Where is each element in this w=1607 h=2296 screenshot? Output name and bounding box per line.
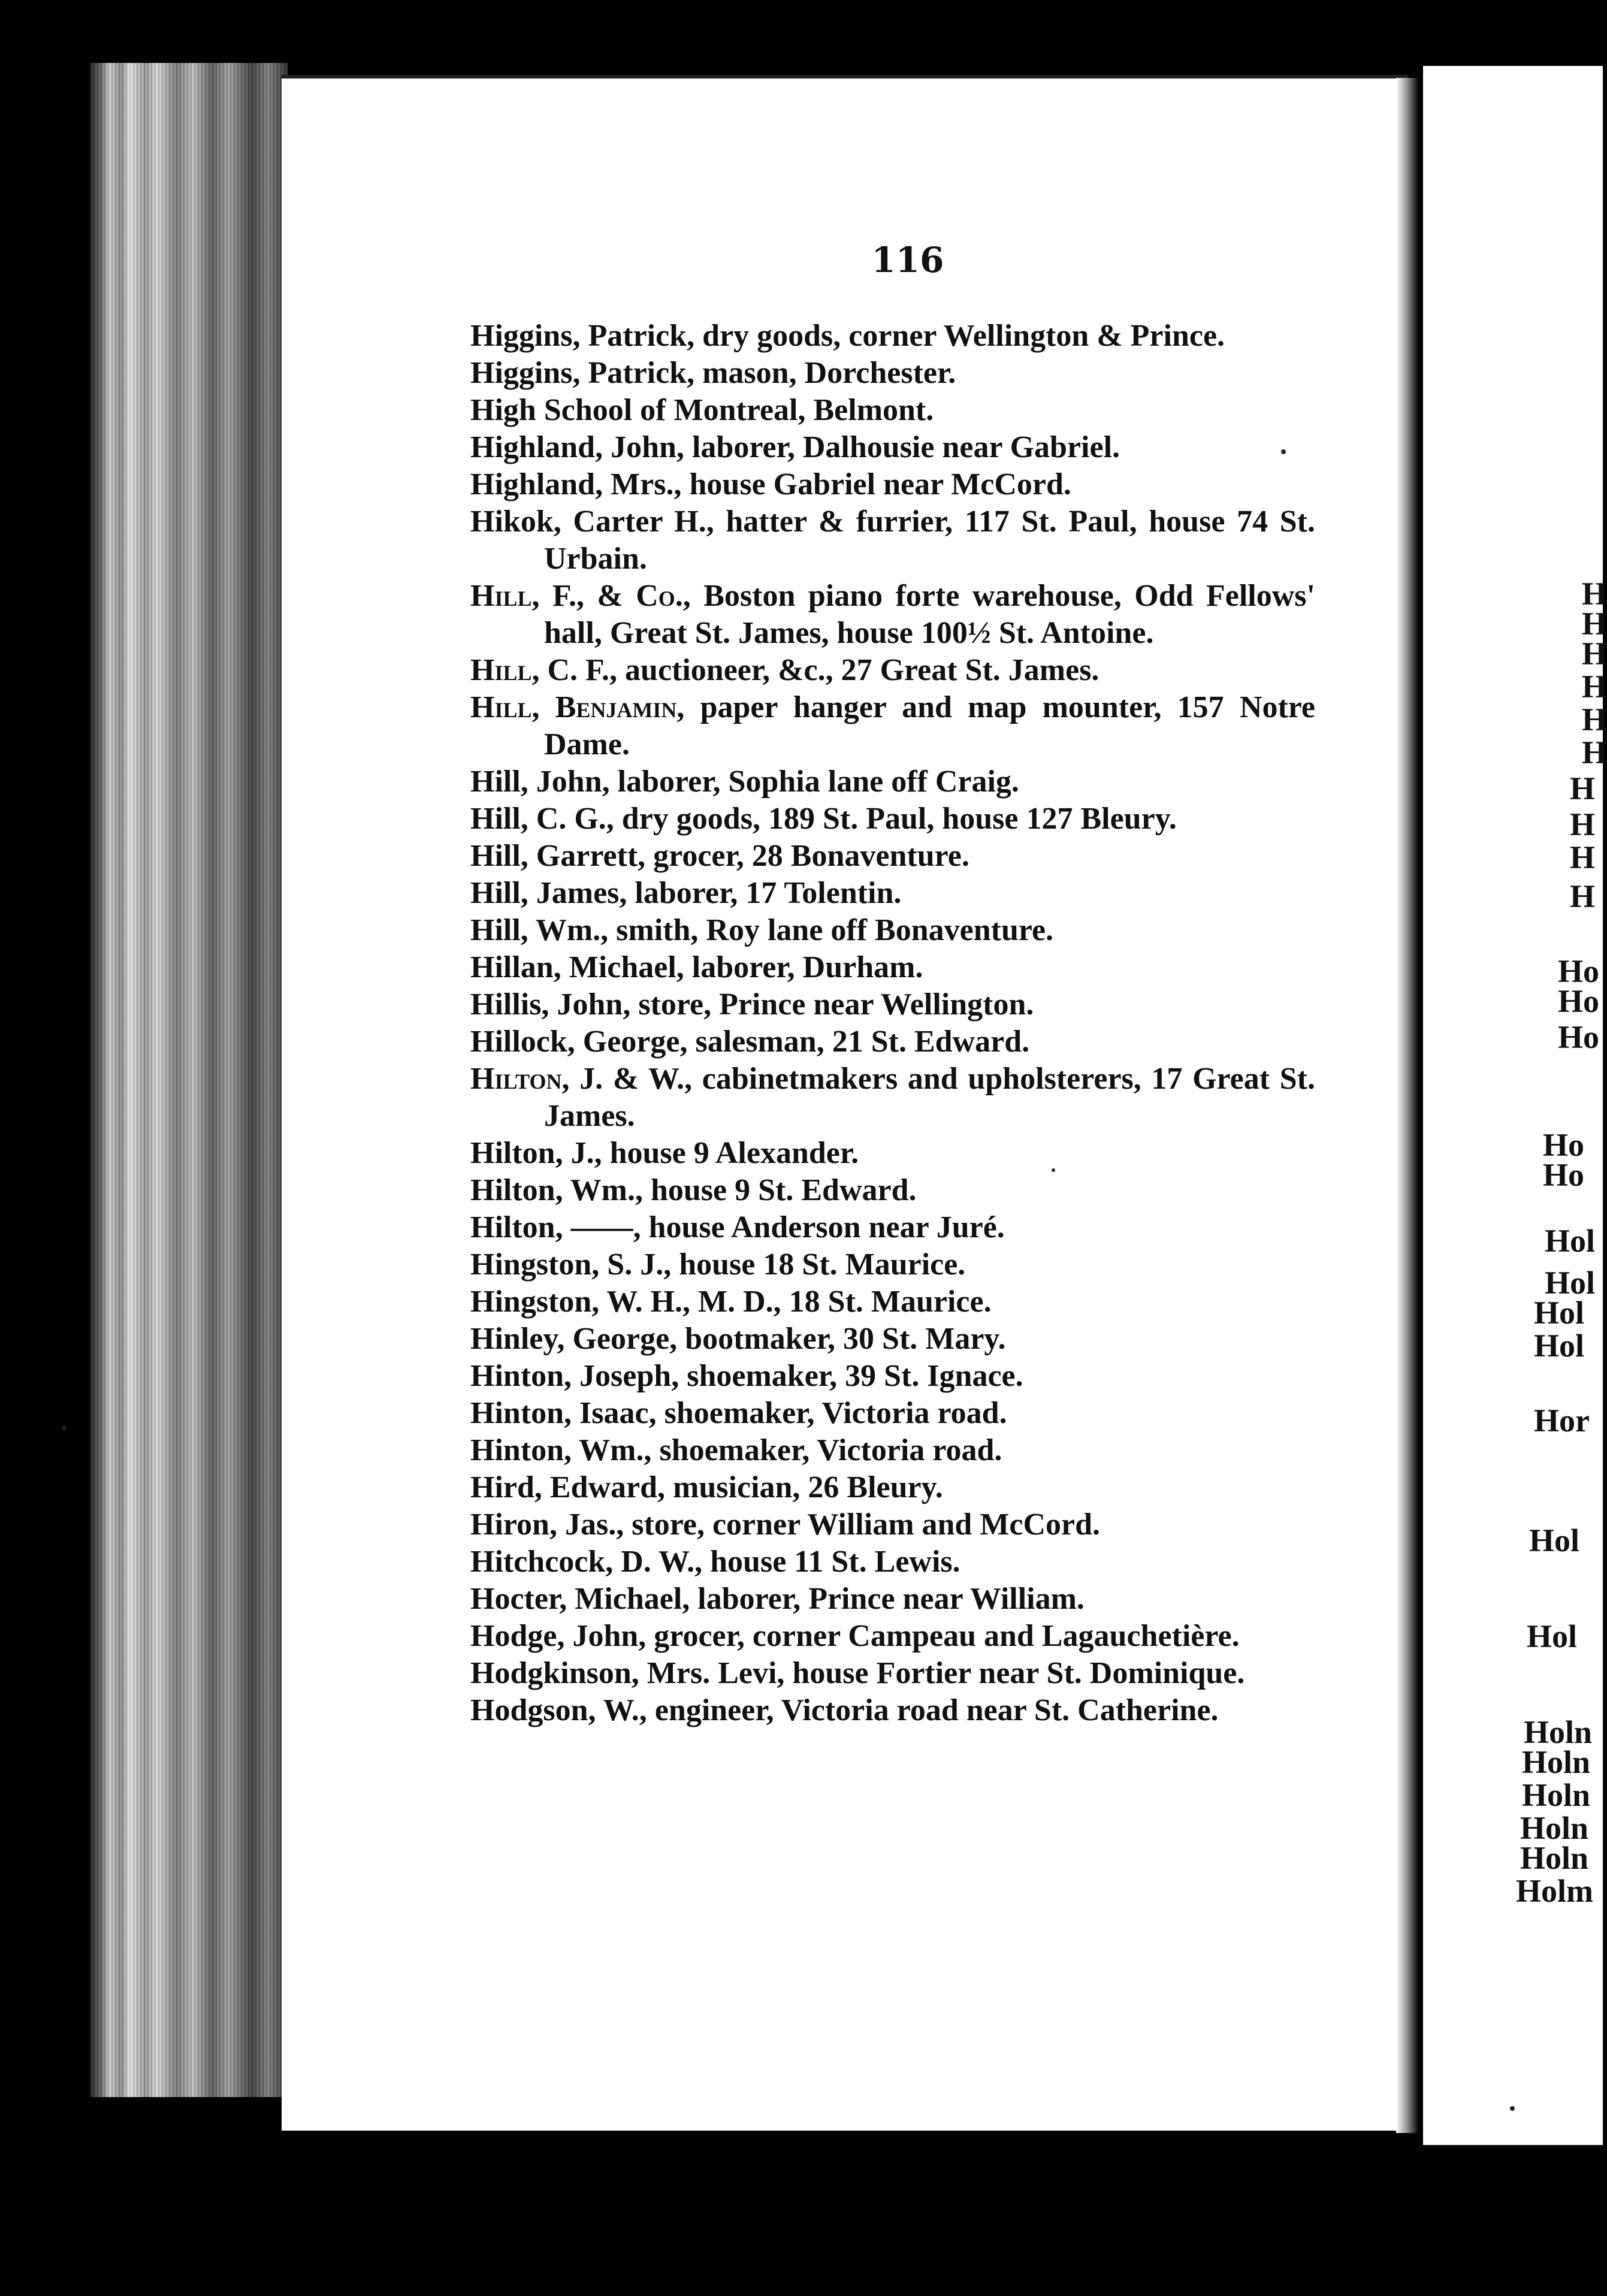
entry-details: dry goods, corner Wellington & Prince. [694,319,1225,353]
right-page-fragment: Holn [1520,1810,1589,1846]
entry-details: house Gabriel near McCord. [681,467,1071,502]
directory-entry [470,1655,1315,1692]
right-page-fragments [1498,0,1607,2296]
entry-details: hatter & furrier, 117 St. Paul, house 74 St. Urbain. [544,504,1315,576]
right-page-fragment: Holn [1524,1714,1593,1750]
directory-entry [470,1581,1315,1618]
right-page-fragment: H [1570,806,1596,842]
entry-name: Hinley, George, [470,1322,678,1356]
right-page-fragment: Hol [1527,1618,1578,1654]
directory-entry [470,1283,1315,1321]
right-page-fragment: H [1582,702,1607,738]
entry-name: Hikok, Carter H., [470,504,714,539]
directory-entry [470,1506,1315,1543]
entry-details: dry goods, 189 St. Paul, house 127 Bleury. [614,802,1177,836]
entry-details: house 9 St. Edward. [642,1173,917,1207]
directory-entry [470,355,1315,392]
entry-details: Boston piano forte warehouse, Odd Fellows' hall, Great St. James, house 100½ St. Antoine. [544,579,1315,650]
entry-details: bootmaker, 30 St. Mary. [677,1322,1006,1356]
right-page-fragment: Holn [1520,1840,1589,1876]
directory-entry [470,578,1315,652]
directory-entry [470,503,1315,578]
entry-details: musician, 26 Bleury. [665,1470,943,1505]
entry-details: house 9 Alexander. [602,1136,859,1170]
directory-entry [470,1209,1315,1246]
directory-entry [470,429,1315,466]
directory-entry [470,1395,1315,1432]
directory-entry [470,392,1315,429]
entry-name: Hill, Benjamin, [470,690,685,724]
directory-entry [470,1432,1315,1469]
right-page-fragment: Ho [1558,1019,1600,1055]
entry-details: engineer, Victoria road near St. Catherine. [647,1693,1219,1727]
entry-name: Hillis, John, [470,987,631,1022]
gutter-shadow [1396,78,1418,2133]
directory-entry [470,763,1315,800]
entry-details: M. D., 18 St. Maurice. [690,1285,992,1319]
directory-entry [470,1061,1315,1135]
directory-entry [470,689,1315,763]
entry-details: salesman, 21 St. Edward. [687,1025,1030,1059]
entry-name: Highland, John, [470,430,684,464]
directory-entry [470,318,1315,355]
right-page-fragment: H [1582,669,1607,705]
entry-name: Hill, C. G., [470,802,614,836]
entry-name: Hinton, Joseph, [470,1359,679,1393]
entry-details: laborer, Prince near William. [690,1582,1085,1616]
ink-speck [1281,449,1286,454]
entry-name: Hilton, J., [470,1136,602,1170]
directory-entry [470,1469,1315,1506]
right-page-fragment: Ho [1543,1127,1585,1163]
ink-speck [1510,2106,1515,2111]
entry-name: Hird, Edward, [470,1470,666,1505]
entry-name: Hilton, Wm., [470,1173,643,1207]
directory-entry [470,875,1315,912]
entry-name: Hilton, J. & W., [470,1062,693,1096]
entry-name: Hodge, John, [470,1619,647,1653]
entry-name: Hitchcock, D. W., [470,1545,703,1579]
entry-details: store, corner William and McCord. [624,1507,1101,1542]
directory-entries [470,318,1315,1729]
directory-entry [470,1358,1315,1395]
entry-name: Higgins, Patrick, [470,356,695,390]
right-page-fragment: Hol [1545,1223,1596,1259]
entry-details: grocer, 28 Bonaventure. [645,839,969,873]
entry-details: house 18 St. Maurice. [671,1247,966,1282]
right-page-fragment: Hol [1534,1295,1585,1331]
entry-details: grocer, corner Campeau and Lagauchetière. [646,1619,1240,1653]
right-page-fragment: H [1570,839,1596,875]
entry-name: Hingston, S. J., [470,1247,672,1282]
entry-name: Hiron, Jas., [470,1507,624,1542]
entry-details: house Fortier near St. Dominique. [784,1656,1245,1690]
entry-name: Hillock, George, [470,1025,688,1059]
entry-details: shoemaker, Victoria road. [656,1396,1007,1430]
entry-name: Hilton, ——, [470,1210,641,1244]
entry-name: Hinton, Isaac, [470,1396,657,1430]
entry-details: laborer, Dalhousie near Gabriel. [684,430,1120,464]
entry-name: Hocter, Michael, [470,1582,690,1616]
directory-entry [470,1692,1315,1729]
right-page-fragment: Holm [1516,1873,1593,1909]
directory-entry [470,1172,1315,1209]
entry-name: Hill, James, [470,876,627,910]
directory-entry [470,1321,1315,1358]
directory-entry [470,466,1315,503]
directory-entry [470,949,1315,986]
directory-entry [470,1023,1315,1061]
right-page-fragment: H [1570,878,1596,914]
entry-details: laborer, Sophia lane off Craig. [609,765,1019,799]
right-page-fragment: H [1570,771,1596,806]
entry-name: Hill, C. F., [470,653,618,687]
right-page-fragment: Holn [1522,1744,1591,1780]
entry-name: Hingston, W. H., [470,1285,691,1319]
right-page-fragment: H [1582,636,1607,672]
entry-details: smith, Roy lane off Bonaventure. [608,913,1054,947]
right-page-fragment: H [1582,606,1607,642]
entry-name: Higgins, Patrick, [470,319,695,353]
entry-details: paper hanger and map mounter, 157 Notre Dame. [544,690,1315,762]
directory-entry [470,838,1315,875]
right-page-fragment: Hor [1534,1403,1590,1439]
directory-entry [470,1618,1315,1655]
directory-entry [470,1135,1315,1172]
right-page-fragment: Hol [1534,1328,1585,1364]
right-page-fragment: H [1582,735,1607,771]
entry-details: mason, Dorchester. [694,356,956,390]
right-page-fragment: Hol [1529,1522,1580,1558]
directory-entry [470,800,1315,838]
right-page-fragment: Hol [1545,1265,1596,1301]
entry-details: laborer, 17 Tolentin. [627,876,902,910]
directory-entry [470,986,1315,1023]
directory-entry [470,1246,1315,1283]
entry-details: auctioneer, &c., 27 Great St. James. [617,653,1099,687]
right-page-fragment: Ho [1543,1157,1585,1193]
entry-name: Hill, Garrett, [470,839,646,873]
entry-details: house Anderson near Juré. [641,1210,1005,1244]
entry-name: Hill, F., & Co., [470,579,691,613]
right-page-fragment: Holn [1522,1777,1591,1813]
right-page-fragment: Ho [1558,953,1600,989]
directory-entry [470,1543,1315,1581]
ink-speck [1052,1168,1055,1172]
entry-name: Highland, Mrs., [470,467,682,502]
ink-speck [62,1426,67,1431]
entry-details: store, Prince near Wellington. [630,987,1034,1022]
entry-name: High School of Montreal, [470,393,806,427]
entry-name: Hill, John, [470,765,610,799]
book-page-edge [90,63,288,2097]
entry-name: Hinton, Wm., [470,1433,652,1467]
page-number: 116 [871,240,944,280]
directory-entry [470,912,1315,949]
directory-entry [470,652,1315,689]
entry-details: laborer, Durham. [684,950,923,984]
entry-details: shoemaker, 39 St. Ignace. [679,1359,1023,1393]
entry-details: cabinetmakers and upholsterers, 17 Great St. James. [544,1062,1315,1133]
entry-name: Hodgkinson, Mrs. Levi, [470,1656,785,1690]
entry-name: Hill, Wm., [470,913,609,947]
entry-name: Hodgson, W., [470,1693,647,1727]
right-page-fragment: Ho [1558,983,1600,1019]
entry-name: Hillan, Michael, [470,950,684,984]
right-page-fragment: H [1582,576,1607,612]
entry-details: shoemaker, Victoria road. [651,1433,1002,1467]
entry-details: Belmont. [805,393,934,427]
entry-details: house 11 St. Lewis. [702,1545,960,1579]
